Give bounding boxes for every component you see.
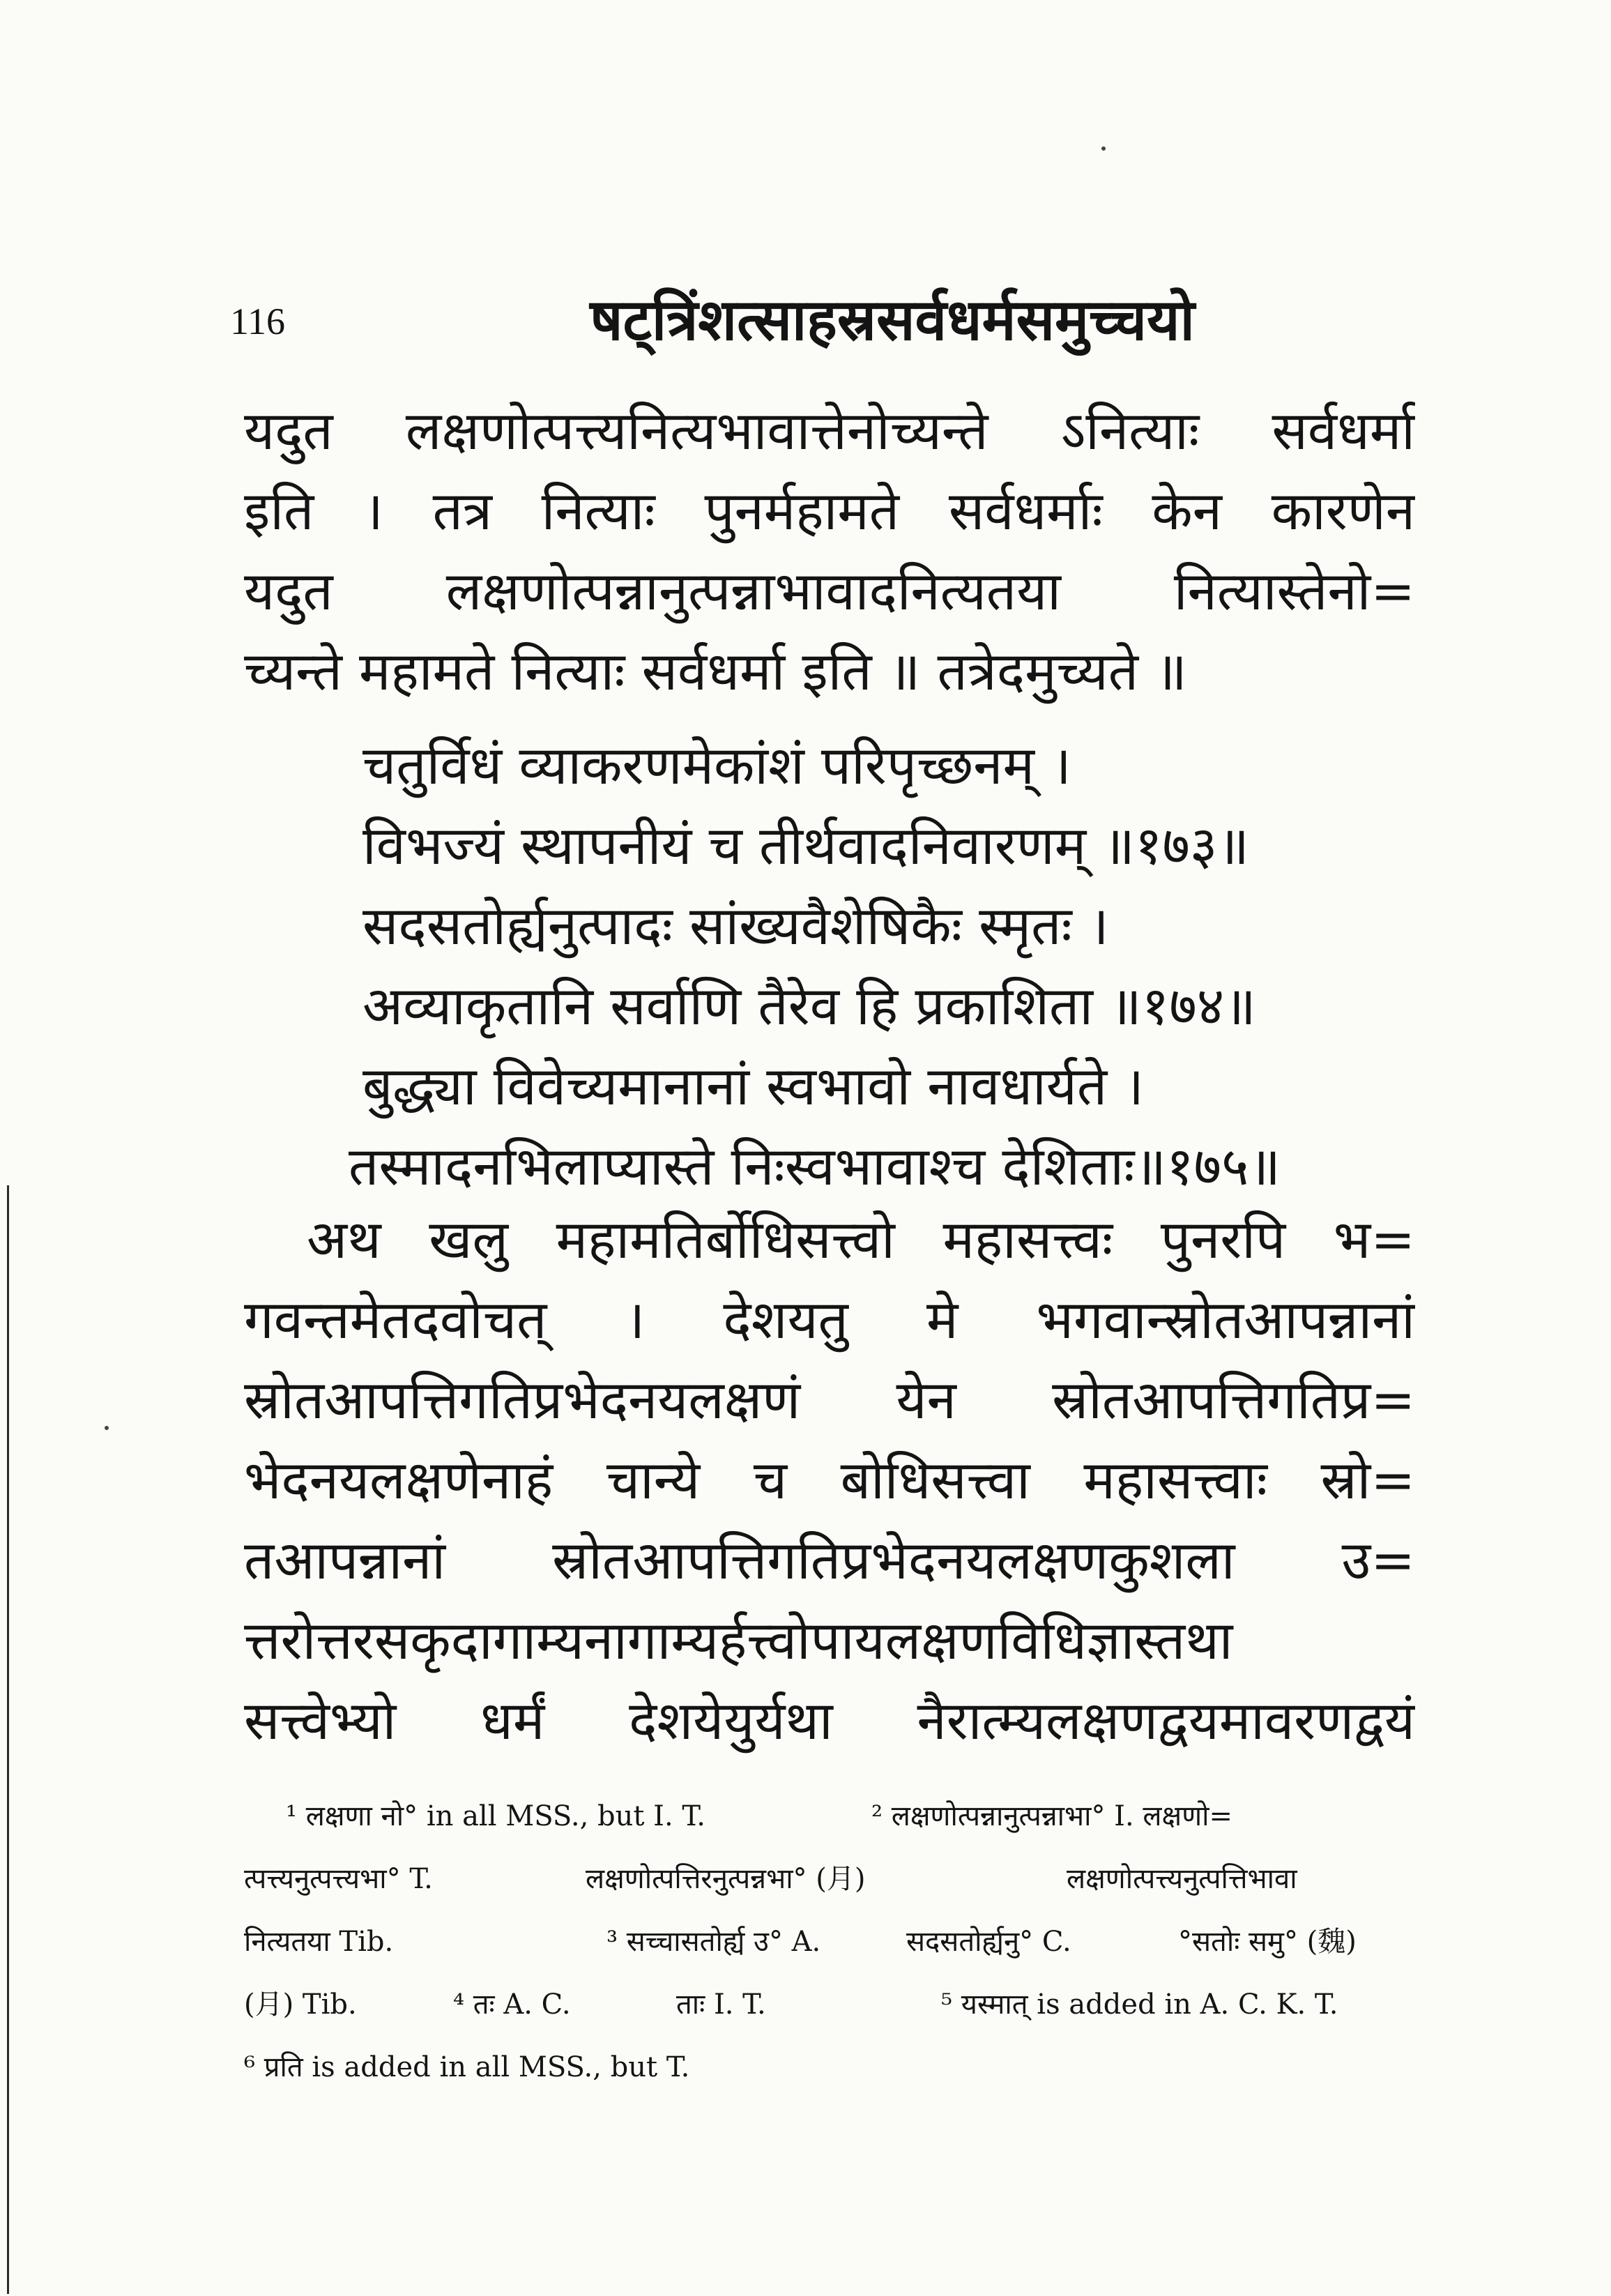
text-line: सत्त्वेभ्यो धर्मं देशयेयुर्यथा नैरात्म्यलक्षणद्वयमावरणद्वयं bbox=[244, 1689, 1415, 1751]
verse-line: चतुर्विधं व्याकरणमेकांशं परिपृच्छनम् । bbox=[362, 734, 1071, 796]
text-line: यदुत लक्षणोत्पन्नानुत्पन्नाभावादनित्यतया नित्यास्तेनो= bbox=[244, 560, 1415, 622]
prose-block-1 bbox=[244, 390, 1415, 711]
footnote-line bbox=[244, 1910, 1415, 1973]
footnotes bbox=[244, 1785, 1415, 2099]
page-header bbox=[230, 279, 1415, 370]
scan-speck bbox=[105, 1426, 109, 1430]
text-line: च्यन्ते महामते नित्याः सर्वधर्मा इति ॥ तत्रेदमुच्यते ॥ bbox=[244, 640, 1187, 702]
page-number: 116 bbox=[230, 301, 285, 342]
footnote-text: सदसतोर्ह्यनु° C. bbox=[906, 1926, 1071, 1958]
verse-line: बुद्ध्या विवेच्यमानानां स्वभावो नावधार्यते । bbox=[362, 1055, 1145, 1117]
text-line: गवन्तमेतदवोचत् । देशयतु मे भगवान्स्रोतआपन्नानां bbox=[244, 1288, 1415, 1351]
footnote-text: °सतोः समु° (魏) bbox=[1178, 1926, 1357, 1958]
prose-block-2 bbox=[244, 1199, 1415, 1761]
verse-line: विभज्यं स्थापनीयं च तीर्थवादनिवारणम् ॥१७३॥ bbox=[362, 814, 1249, 876]
footnote-text: लक्षणोत्पत्त्यनुत्पत्तिभावा bbox=[1067, 1863, 1297, 1895]
scan-speck bbox=[1101, 146, 1106, 151]
verse-block bbox=[349, 725, 1408, 1206]
text-line: स्रोतआपत्तिगतिप्रभेदनयलक्षणं येन स्रोतआपत्तिगतिप्र= bbox=[244, 1369, 1415, 1431]
text-line: यदुत लक्षणोत्पत्त्यनित्यभावात्तेनोच्यन्ते ऽनित्याः सर्वधर्मा bbox=[244, 400, 1415, 462]
footnote-text: त्पत्त्यनुत्पत्त्यभा° T. bbox=[244, 1863, 433, 1895]
footnote-2: ² लक्षणोत्पन्नानुत्पन्नाभा° I. लक्षणो= bbox=[871, 1800, 1233, 1832]
verse-line: तस्मादनभिलाप्यास्ते निःस्वभावाश्च देशिताः॥१७५॥ bbox=[349, 1135, 1281, 1197]
verse-line: सदसतोर्ह्यनुत्पादः सांख्यवैशेषिकैः स्मृतः । bbox=[362, 895, 1109, 957]
text-line: अथ खलु महामतिर्बोधिसत्त्वो महासत्त्वः पुनरपि भ= bbox=[307, 1208, 1415, 1270]
footnote-5: ⁵ यस्मात् is added in A. C. K. T. bbox=[941, 1989, 1338, 2021]
footnote-line bbox=[244, 2036, 1415, 2099]
footnote-text: (月) Tib. bbox=[244, 1989, 357, 2021]
verse-line: अव्याकृतानि सर्वाणि तैरेव हि प्रकाशिता ॥१७४॥ bbox=[362, 975, 1256, 1037]
scan-edge-line bbox=[7, 1185, 9, 2294]
footnote-text: नित्यतया Tib. bbox=[244, 1926, 394, 1958]
footnote-3: ³ सच्चासतोर्ह्य उ° A. bbox=[606, 1926, 821, 1958]
footnote-text: लक्षणोत्पत्तिरनुत्पन्नभा° (月) bbox=[586, 1863, 866, 1895]
footnote-1: ¹ लक्षणा नो° in all MSS., but I. T. bbox=[286, 1800, 705, 1832]
footnote-text: ताः I. T. bbox=[676, 1989, 766, 2021]
footnote-6: ⁶ प्रति is added in all MSS., but T. bbox=[244, 2051, 690, 2083]
text-line: त्तरोत्तरसकृदागाम्यनागाम्यर्हत्त्वोपायलक्षणविधिज्ञास्तथा bbox=[244, 1609, 1233, 1671]
footnote-line bbox=[244, 1848, 1415, 1910]
text-line: इति । तत्र नित्याः पुनर्महामते सर्वधर्माः केन कारणेन bbox=[244, 480, 1415, 542]
text-line: तआपन्नानां स्रोतआपत्तिगतिप्रभेदनयलक्षणकुशला उ= bbox=[244, 1529, 1415, 1591]
text-line: भेदनयलक्षणेनाहं चान्ये च बोधिसत्त्वा महासत्त्वाः स्रो= bbox=[244, 1449, 1415, 1511]
running-title: षट्त्रिंशत्साहस्रसर्वधर्मसमुच्चयो bbox=[590, 287, 1195, 353]
footnote-line bbox=[244, 1973, 1415, 2036]
footnote-line bbox=[244, 1785, 1415, 1848]
footnote-4: ⁴ तः A. C. bbox=[453, 1989, 571, 2021]
